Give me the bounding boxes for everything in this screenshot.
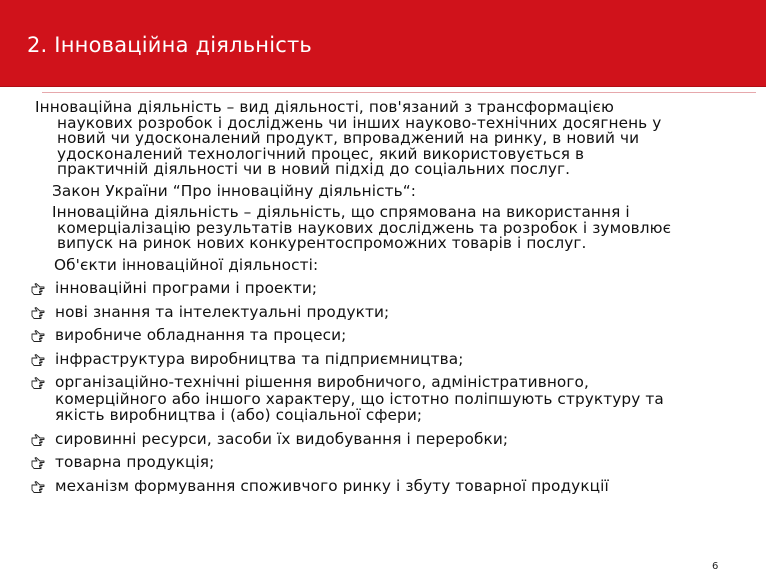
page-number: 6 <box>712 561 719 572</box>
list-item <box>0 304 766 321</box>
objects-heading: Об'єкти інноваційної діяльності: <box>54 255 319 274</box>
list-item-text: нові знання та інтелектуальні продукти; <box>55 302 390 321</box>
list-item <box>0 374 766 424</box>
list-item-text: механізм формування споживчого ринку і збуту товарної продукції <box>55 476 609 495</box>
hand-pointing-right-icon <box>31 329 45 343</box>
slide-body <box>0 100 766 501</box>
slide-title: 2. Інноваційна діяльність <box>27 33 313 57</box>
list-item-text: виробниче обладнання та процеси; <box>55 326 347 344</box>
list-item <box>0 327 766 344</box>
title-bar <box>0 0 766 87</box>
list-item-text: інфраструктура виробництва та підприємництва; <box>55 349 464 368</box>
hand-pointing-right-icon <box>31 433 45 447</box>
list-item-text: товарна продукція; <box>55 453 215 471</box>
law-definition-paragraph: Інноваційна діяльність – діяльність, що спрямована на використання і комерціалізацію результатів наукових досліджень та розробок і зумовлює випуск на ринок нових конкурентоспроможних товарів і послуг. <box>52 203 672 252</box>
list-item <box>0 280 766 297</box>
hand-pointing-right-icon <box>31 353 45 367</box>
hand-pointing-right-icon <box>31 480 45 494</box>
hand-pointing-right-icon <box>31 306 45 320</box>
list-item <box>0 351 766 368</box>
law-heading: Закон України “Про інноваційну діяльність“: <box>52 181 417 200</box>
hand-pointing-right-icon <box>31 376 45 390</box>
list-item-text: організаційно-технічні рішення виробничого, адміністративного, комерційного або іншого характеру, що істотно поліпшують структуру та якість виробництва і (або) соціальної сфери; <box>55 373 664 424</box>
list-item-text: сировинні ресурси, засоби їх видобування і переробки; <box>55 429 509 448</box>
divider-line <box>42 92 756 93</box>
list-item <box>0 454 766 471</box>
objects-list <box>0 280 766 494</box>
list-item <box>0 431 766 448</box>
list-item <box>0 478 766 495</box>
hand-pointing-right-icon <box>31 456 45 470</box>
hand-pointing-right-icon <box>31 282 45 296</box>
list-item-text: інноваційні програми і проекти; <box>55 279 318 297</box>
definition-paragraph: Інноваційна діяльність – вид діяльності, пов'язаний з трансформацією наукових розробок і досліджень чи інших науково-технічних досягнень у новий чи удосконалений продукт, впроваджений на ринку, в новий чи удосконалений технологічний процес, який використовується в практичній діяльності чи в новий підхід до соціальних послуг. <box>35 98 662 178</box>
